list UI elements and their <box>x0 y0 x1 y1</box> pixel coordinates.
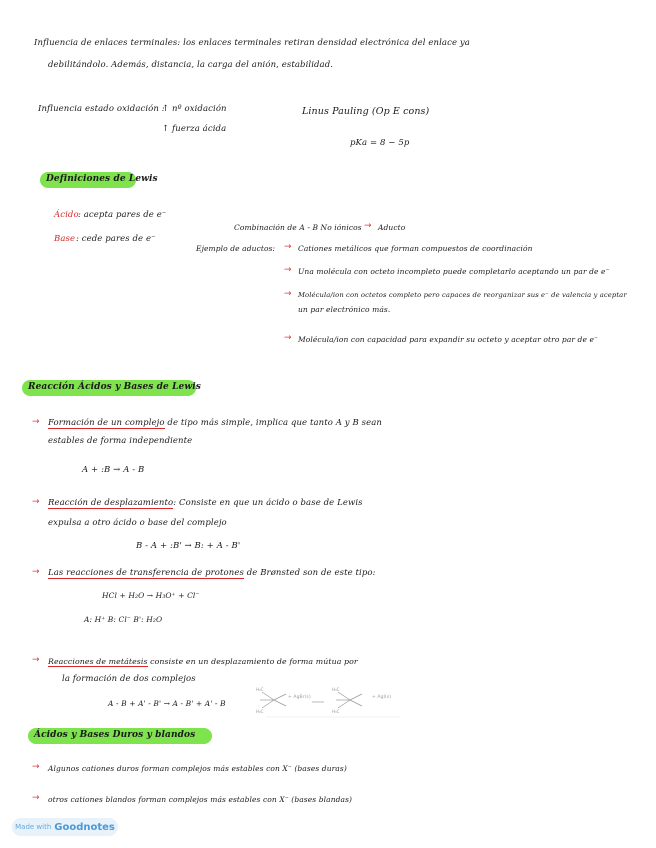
r2-text-2: expulsa a otro ácido o base del complejo <box>48 518 227 528</box>
r2-title: Reacción de desplazamiento <box>48 498 174 508</box>
r2-text: : Consiste en que un ácido o base de Lewis <box>173 498 363 508</box>
aducto-text: Aducto <box>378 223 406 232</box>
bullet-arrow-icon: → <box>32 497 40 507</box>
svg-text:H₃C: H₃C <box>256 687 264 692</box>
ejemplo-item-3: Molécula/ion con octetos completo pero capaces de reorganizar sus e⁻ de valencia y aceptar <box>298 291 627 299</box>
r4-tag-2: + AgI(s) <box>372 695 392 700</box>
r4-text-2: la formación de dos complejos <box>62 674 196 684</box>
ejemplo-item-4: Molécula/ion con capacidad para expandir su octeto y aceptar otro par de e⁻ <box>298 335 599 344</box>
r2-equation: B - A + :B' → B: + A - B' <box>136 541 241 551</box>
svg-text:H₃C: H₃C <box>256 709 264 714</box>
combinacion-text: Combinación de A - B No iónicos <box>234 223 362 232</box>
section3-title: Ácidos y Bases Duros y blandos <box>34 730 196 740</box>
r1-text: de tipo más simple, implica que tanto A y B sean <box>164 418 382 428</box>
svg-text:H₃C: H₃C <box>332 687 340 692</box>
pauling-title: Linus Pauling (Op E cons) <box>302 106 430 117</box>
badge-prefix: Made with <box>15 823 52 831</box>
bullet-arrow-icon: → <box>284 333 292 343</box>
r3-line <box>48 568 376 579</box>
base-text: : cede pares de e⁻ <box>76 234 156 244</box>
r4-line <box>48 656 358 667</box>
r4-text: consiste en un desplazamiento de forma mútua por <box>147 657 358 666</box>
r3-title: Las reacciones de transferencia de protones <box>48 568 244 578</box>
duros-text-1: Algunos cationes duros forman complejos más estables con X⁻ (bases duras) <box>48 764 347 773</box>
influencia-item-1: ↑ nº oxidación <box>162 104 227 114</box>
goodnotes-badge[interactable] <box>12 818 118 836</box>
bullet-arrow-icon: → <box>32 417 40 427</box>
acido-text: : acepta pares de e⁻ <box>78 210 167 220</box>
r3-text: de Brønsted son de este tipo: <box>243 568 376 578</box>
bullet-arrow-icon: → <box>32 655 40 665</box>
section2-title: Reacción Ácidos y Bases de Lewis <box>28 382 201 392</box>
r1-equation: A + :B → A - B <box>82 465 145 475</box>
r1-title: Formación de un complejo <box>48 418 165 428</box>
acido-label: Ácido <box>54 210 79 220</box>
r4-title: Reacciones de metátesis <box>48 657 148 666</box>
r3-legend: A: H⁺ B: Cl⁻ B': H₂O <box>84 615 163 624</box>
section1-title: Definiciones de Lewis <box>46 174 158 184</box>
r4-tag-1: + AgBr(s) <box>288 695 311 700</box>
r3-equation: HCl + H₂O → H₃O⁺ + Cl⁻ <box>102 591 200 600</box>
r1-line <box>48 418 382 429</box>
ejemplo-label: Ejemplo de aductos: <box>196 244 276 253</box>
bullet-arrow-icon: → <box>32 567 40 577</box>
influencia-item-2: ↑ fuerza ácida <box>162 124 227 134</box>
r4-equation: A - B + A' - B' → A - B' + A' - B <box>108 699 226 708</box>
bullet-arrow-icon: → <box>32 793 40 803</box>
ejemplo-item-1: Cationes metálicos que forman compuestos de coordinación <box>298 244 533 253</box>
badge-brand: Goodnotes <box>54 821 115 833</box>
bullet-arrow-icon: → <box>284 265 292 275</box>
r1-text-2: estables de forma independiente <box>48 436 193 446</box>
arrow-icon: → <box>364 221 372 231</box>
r2-line <box>48 498 363 509</box>
influencia-label: Influencia estado oxidación : <box>38 104 165 114</box>
bullet-arrow-icon: → <box>284 289 292 299</box>
intro-line-1: Influencia de enlaces terminales: los enlaces terminales retiran densidad electrónica del enlace ya <box>34 38 470 48</box>
ejemplo-item-2: Una molécula con octeto incompleto puede completarlo aceptando un par de e⁻ <box>298 267 610 276</box>
base-label: Base <box>54 234 76 244</box>
intro-line-2: debilitándolo. Además, distancia, la carga del anión, estabilidad. <box>48 60 334 70</box>
duros-text-2: otros cationes blandos forman complejos más estables con X⁻ (bases blandas) <box>48 795 353 804</box>
bullet-arrow-icon: → <box>32 762 40 772</box>
pauling-formula: pKa = 8 − 5p <box>350 138 410 148</box>
ejemplo-item-3b: un par electrónico más. <box>298 305 391 314</box>
svg-text:H₃C: H₃C <box>332 709 340 714</box>
bullet-arrow-icon: → <box>284 242 292 252</box>
